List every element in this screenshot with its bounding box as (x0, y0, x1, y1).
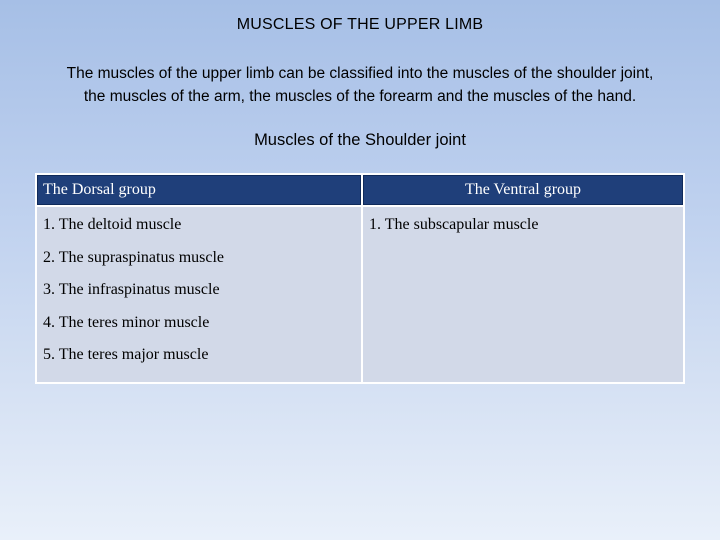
intro-paragraph (30, 62, 690, 108)
list-item: 1. The subscapular muscle (369, 216, 539, 233)
header-dorsal-group: The Dorsal group (36, 174, 362, 206)
dorsal-group-cell (36, 206, 362, 383)
list-item: 3. The infraspinatus muscle (43, 281, 220, 298)
list-item: 4. The teres minor muscle (43, 313, 210, 331)
list-item: 5. The teres major muscle (43, 346, 209, 363)
intro-line-1: The muscles of the upper limb can be classified into the muscles of the shoulder joint, (66, 65, 654, 82)
list-item: 2. The supraspinatus muscle (43, 248, 225, 266)
list-item: 1. The deltoid muscle (43, 216, 182, 233)
header-ventral-group: The Ventral group (362, 174, 684, 206)
section-title: Muscles of the Shoulder joint (254, 131, 466, 149)
muscles-table (35, 173, 685, 384)
intro-line-2: the muscles of the arm, the muscles of the forearm and the muscles of the hand. (83, 88, 637, 105)
ventral-group-cell (362, 206, 684, 383)
slide-title: MUSCLES OF THE UPPER LIMB (236, 16, 484, 33)
table-header-row (36, 174, 684, 206)
table-row (36, 206, 684, 383)
